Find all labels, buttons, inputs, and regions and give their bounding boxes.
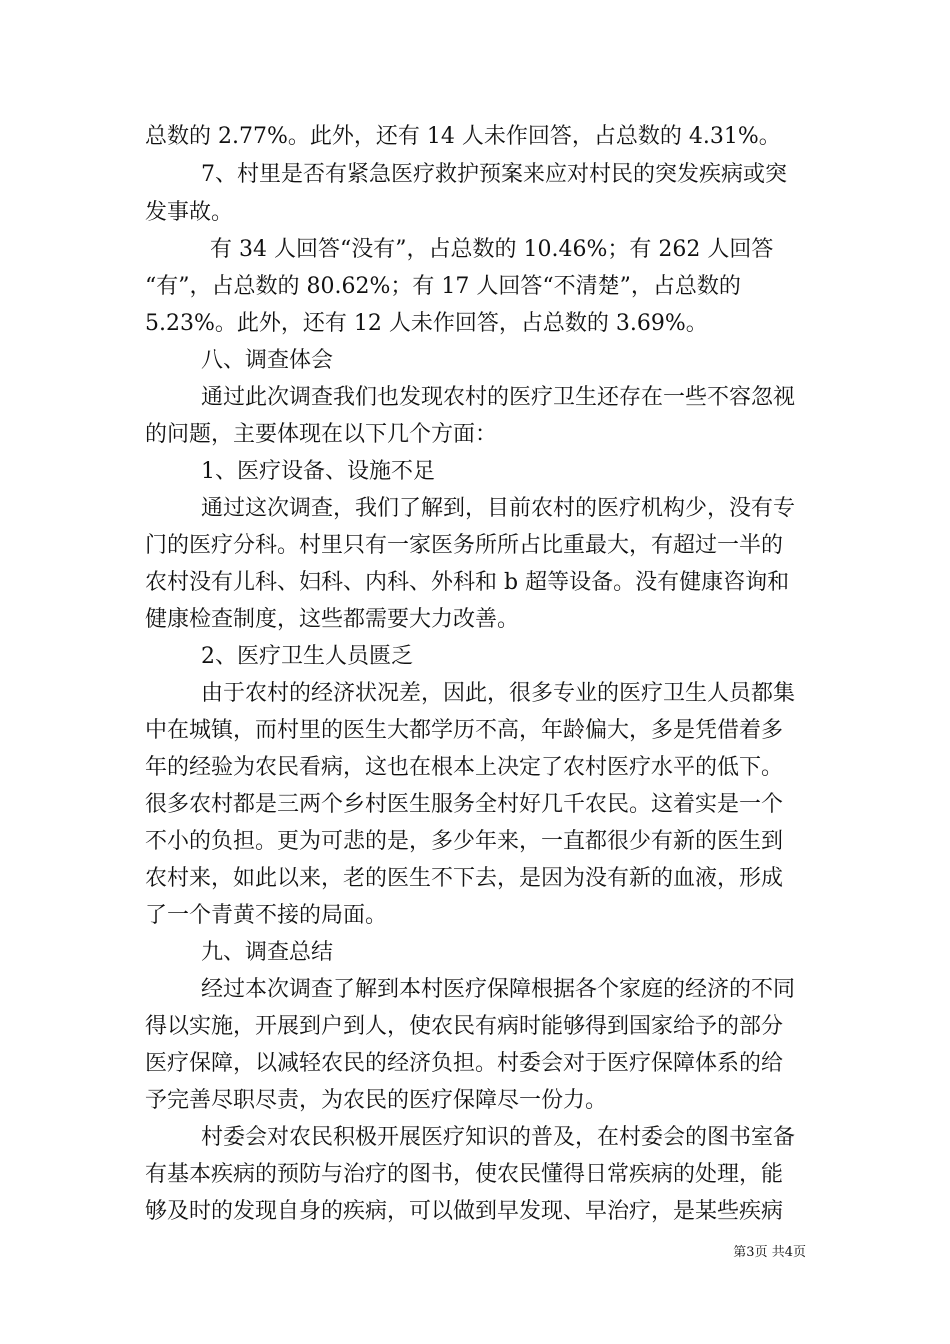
text-line: 发事故。 xyxy=(145,200,234,225)
text-line: 年的经验为农民看病，这也在根本上决定了农村医疗水平的低下。 xyxy=(145,755,784,780)
paragraph-first-line: 由于农村的经济状况差，因此，很多专业的医疗卫生人员都集 xyxy=(201,681,796,706)
paragraph-first-line: 通过此次调查我们也发现农村的医疗卫生还存在一些不容忽视 xyxy=(201,385,796,410)
text-line: 总数的 2.77%。此外，还有 14 人未作回答，占总数的 4.31%。 xyxy=(145,124,781,149)
text-line: 够及时的发现自身的疾病，可以做到早发现、早治疗，是某些疾病 xyxy=(145,1199,784,1224)
paragraph-first-line: 经过本次调查了解到本村医疗保障根据各个家庭的经济的不同 xyxy=(201,977,796,1002)
text-line: 中在城镇，而村里的医生大都学历不高，年龄偏大，多是凭借着多 xyxy=(145,718,784,743)
text-line: 予完善尽职尽责，为农民的医疗保障尽一份力。 xyxy=(145,1088,608,1113)
section-heading: 八、调查体会 xyxy=(201,348,334,373)
page-footer xyxy=(0,1244,806,1262)
text-line: 5.23%。此外，还有 12 人未作回答，占总数的 3.69%。 xyxy=(145,311,708,336)
question-heading: 7、村里是否有紧急医疗救护预案来应对村民的突发疾病或突 xyxy=(201,162,787,187)
text-line: 农村没有儿科、妇科、内科、外科和 b 超等设备。没有健康咨询和 xyxy=(145,570,790,595)
page-footer-suffix: 页 xyxy=(792,1245,806,1260)
text-line: 的问题，主要体现在以下几个方面： xyxy=(145,422,498,447)
text-line: 健康检查制度，这些都需要大力改善。 xyxy=(145,607,520,632)
text-line: 得以实施，开展到户到人，使农民有病时能够得到国家给予的部分 xyxy=(145,1014,784,1039)
page-footer-prefix: 第 xyxy=(733,1245,747,1260)
text-line: 有基本疾病的预防与治疗的图书，使农民懂得日常疾病的处理，能 xyxy=(145,1162,784,1187)
page-number-total: 4 xyxy=(784,1245,793,1260)
text-line: 有 34 人回答“没有”，占总数的 10.46%；有 262 人回答 xyxy=(210,237,774,262)
page-footer-middle: 页 共 xyxy=(754,1245,785,1260)
text-line: 门的医疗分科。村里只有一家医务所所占比重最大，有超过一半的 xyxy=(145,533,784,558)
paragraph-first-line: 通过这次调查，我们了解到，目前农村的医疗机构少，没有专 xyxy=(201,496,796,521)
text-line: “有”，占总数的 80.62%；有 17 人回答“不清楚”，占总数的 xyxy=(145,274,741,299)
paragraph-first-line: 村委会对农民积极开展医疗知识的普及，在村委会的图书室备 xyxy=(201,1125,796,1150)
text-line: 很多农村都是三两个乡村医生服务全村好几千农民。这着实是一个 xyxy=(145,792,784,817)
text-line: 医疗保障，以减轻农民的经济负担。村委会对于医疗保障体系的给 xyxy=(145,1051,784,1076)
text-line: 农村来，如此以来，老的医生不下去，是因为没有新的血液，形成 xyxy=(145,866,784,891)
text-line: 不小的负担。更为可悲的是，多少年来，一直都很少有新的医生到 xyxy=(145,829,784,854)
subsection-heading: 1、医疗设备、设施不足 xyxy=(201,459,435,484)
section-heading: 九、调查总结 xyxy=(201,940,334,965)
page-number-current: 3 xyxy=(746,1245,755,1260)
text-line: 了一个青黄不接的局面。 xyxy=(145,903,388,928)
subsection-heading: 2、医疗卫生人员匮乏 xyxy=(201,644,413,669)
